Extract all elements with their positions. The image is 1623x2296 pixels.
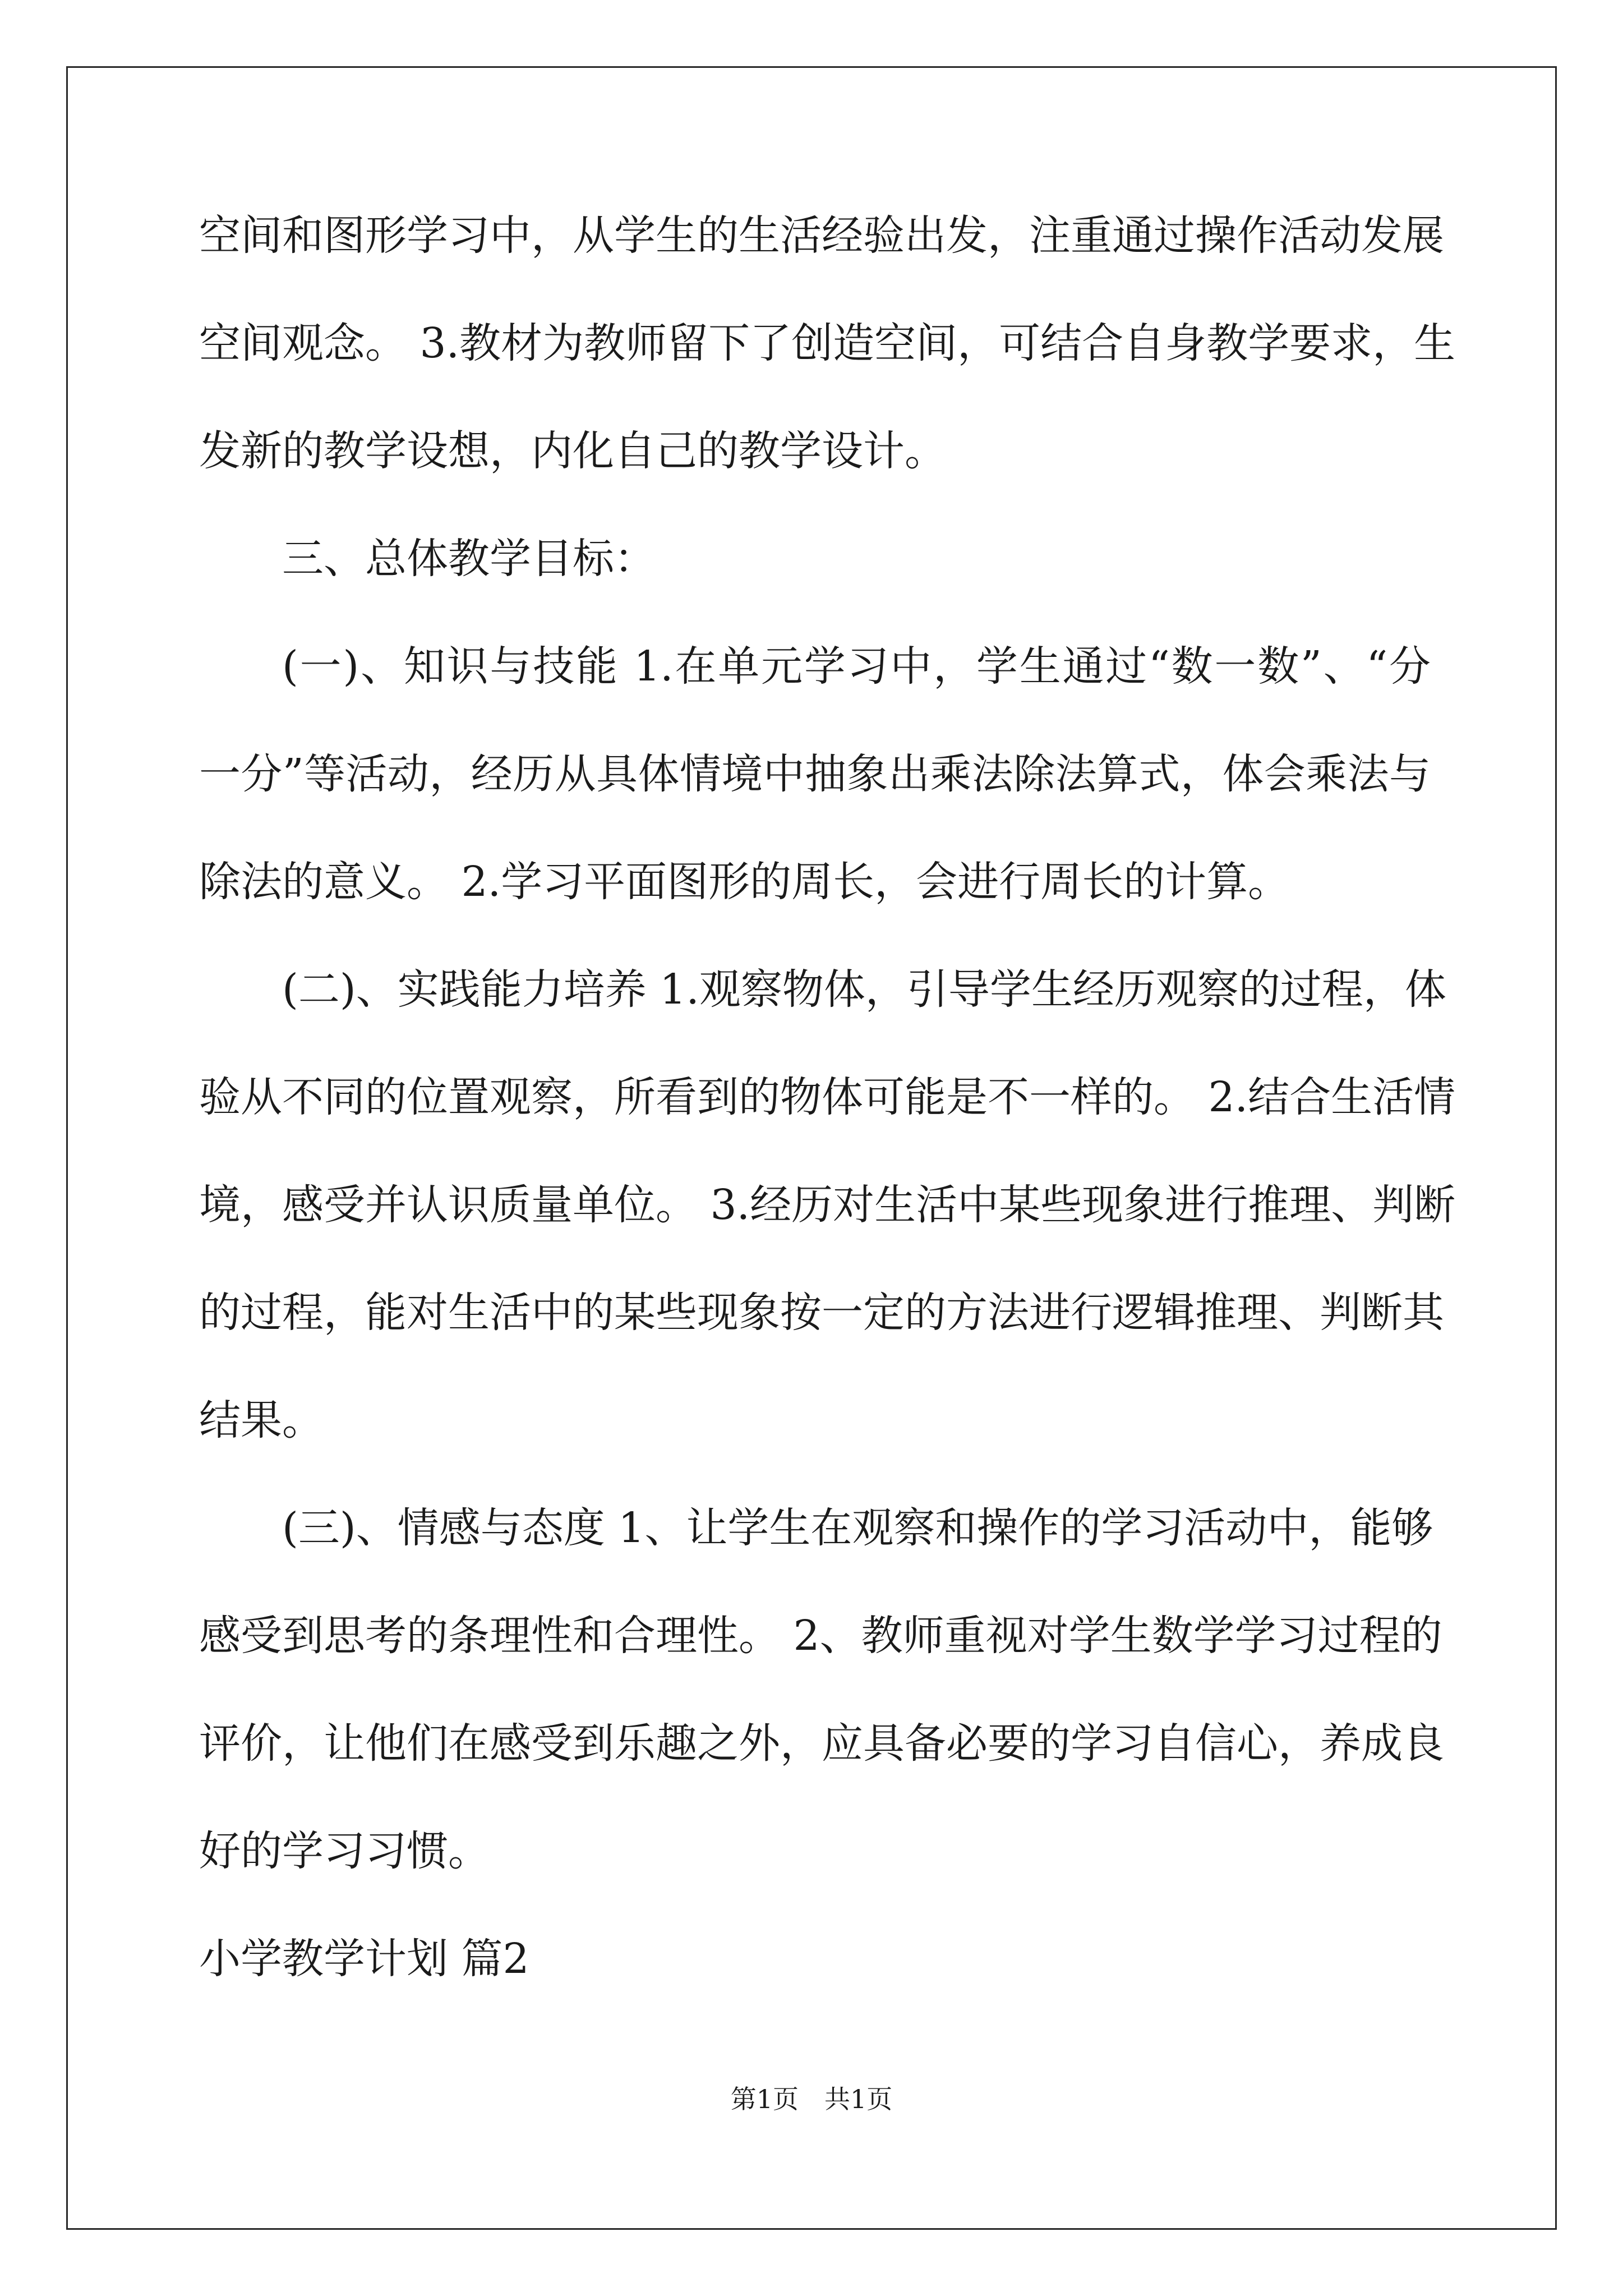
text-line: 验从不同的位置观察，所看到的物体可能是不一样的。 2.结合生活情 [199, 1073, 1456, 1121]
text-line: (二)、实践能力培养 1.观察物体，引导学生经历观察的过程，体 [282, 965, 1446, 1014]
text-line: 境，感受并认识质量单位。 3.经历对生活中某些现象进行推理、判断 [199, 1181, 1456, 1229]
text-line: 结果。 [199, 1396, 324, 1444]
text-line: 除法的意义。 2.学习平面图形的周长，会进行周长的计算。 [199, 858, 1290, 906]
section-heading: 三、总体教学目标： [282, 535, 656, 583]
page-frame [66, 66, 1557, 2230]
text-line: (三)、情感与态度 1、让学生在观察和操作的学习活动中，能够 [282, 1504, 1433, 1552]
text-line: (一)、知识与技能 1.在单元学习中，学生通过“数一数”、“分 [282, 642, 1431, 691]
text-line: 空间观念。 3.教材为教师留下了创造空间，可结合自身教学要求，生 [199, 319, 1456, 367]
text-line: 的过程，能对生活中的某些现象按一定的方法进行逻辑推理、判断其 [199, 1289, 1444, 1337]
text-line: 好的学习习惯。 [199, 1827, 490, 1875]
text-line: 感受到思考的条理性和合理性。 2、教师重视对学生数学学习过程的 [199, 1612, 1442, 1660]
text-line: 空间和图形学习中，从学生的生活经验出发，注重通过操作活动发展 [199, 211, 1444, 260]
text-line: 评价，让他们在感受到乐趣之外，应具备必要的学习自信心，养成良 [199, 1719, 1444, 1768]
text-line: 一分”等活动，经历从具体情境中抽象出乘法除法算式，体会乘法与 [199, 750, 1431, 798]
text-line: 发新的教学设想，内化自己的教学设计。 [199, 427, 946, 475]
page-footer: 第1页 共1页 [730, 2084, 893, 2114]
plan-heading: 小学教学计划 篇2 [199, 1935, 529, 1983]
